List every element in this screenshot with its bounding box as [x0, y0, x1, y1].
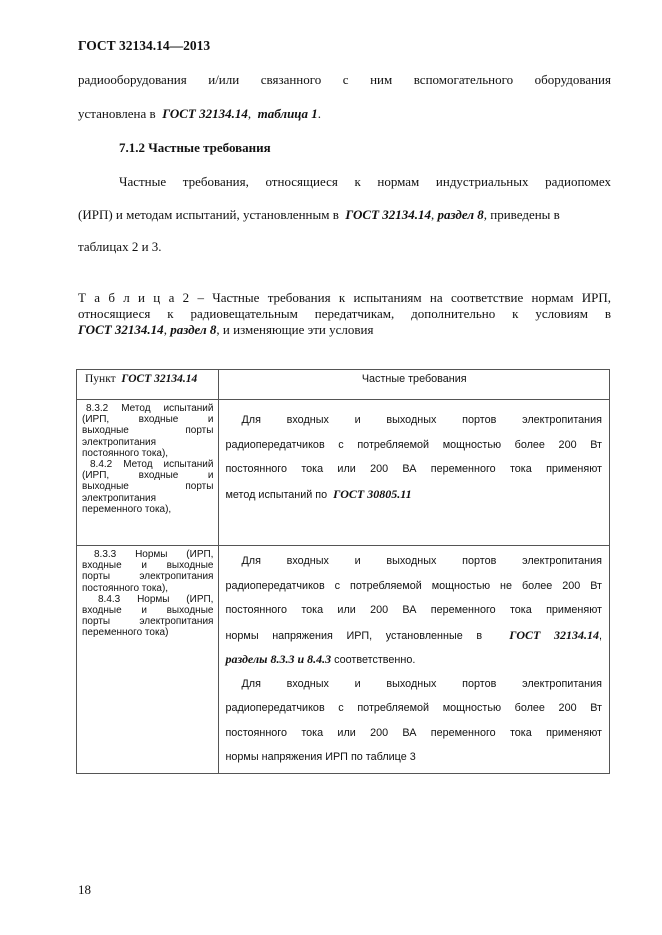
clause-line: электропитания — [82, 436, 157, 448]
para-text-end: , приведены в — [483, 207, 560, 222]
requirement-line — [225, 482, 602, 507]
separator: , — [247, 106, 252, 121]
intro-text: установлена в — [78, 106, 156, 121]
para-line-1: Частные требования, относящиеся к нормам индустриальных радиопомех — [119, 174, 611, 189]
requirement-line: Для входных и выходных портов электропитания — [241, 414, 602, 426]
separator: , — [431, 207, 435, 222]
table-row — [77, 400, 610, 546]
requirement-line: нормы напряжения ИРП по таблице 3 — [225, 751, 416, 763]
table-ref: таблица 1 — [257, 106, 318, 121]
requirement-text: нормы напряжения ИРП, установленные в — [225, 629, 483, 642]
header-clause-label: Пункт — [85, 373, 116, 385]
clause-cell — [77, 546, 219, 774]
clause-line: входные и выходные — [82, 560, 214, 572]
requirement-line: радиопередатчиков с потребляемой мощностью более 200 Вт — [225, 702, 602, 714]
section-title: 7.1.2 Частные требования — [119, 140, 271, 155]
para-text: (ИРП) и методам испытаний, установленным в — [78, 207, 339, 222]
separator: , — [599, 629, 602, 642]
requirement-text: метод испытаний по — [225, 488, 328, 501]
header-cell-clause — [77, 370, 219, 400]
clause-line: 8.3.2 Метод испытаний — [86, 403, 214, 414]
requirement-line — [225, 623, 602, 648]
requirement-cell — [219, 400, 610, 546]
caption-line-1: Т а б л и ц а 2 – Частные требования к испытаниям на соответствие нормам ИРП, — [78, 290, 611, 305]
para-line-2 — [78, 207, 560, 223]
standard-ref: ГОСТ 32134.14 — [509, 627, 599, 642]
requirement-line: радиопередатчиков с потребляемой мощностью не более 200 Вт — [225, 579, 602, 592]
requirement-line — [225, 647, 602, 672]
clause-line: (ИРП, входные и — [82, 470, 214, 482]
clause-line: переменного тока), — [82, 503, 172, 515]
standard-ref: ГОСТ 32134.14 — [78, 322, 164, 337]
caption-line-3 — [78, 322, 373, 338]
clause-line: постоянного тока), — [82, 447, 169, 459]
clause-line: электропитания — [82, 492, 157, 504]
intro-line-2 — [78, 106, 321, 122]
requirement-line: постоянного тока или 200 ВА переменного тока применяют — [225, 463, 602, 475]
caption-line-2: относящиеся к радиовещательным передатчикам, дополнительно к условиям в — [78, 306, 611, 321]
section-ref: разделы 8.3.3 и 8.4.3 — [225, 652, 332, 666]
requirement-line: радиопередатчиков с потребляемой мощностью более 200 Вт — [225, 438, 602, 451]
clause-cell — [77, 400, 219, 546]
clause-line: 8.4.3 Нормы (ИРП, — [98, 593, 214, 605]
page-number: 18 — [78, 882, 91, 897]
requirement-line: постоянного тока или 200 ВА переменного тока применяют — [225, 726, 602, 739]
clause-line: порты электропитания — [82, 616, 214, 628]
clause-line: выходные порты — [82, 425, 214, 437]
requirement-line: постоянного тока или 200 ВА переменного тока применяют — [225, 604, 602, 616]
standard-ref: ГОСТ 32134.14 — [162, 106, 248, 121]
document-header: ГОСТ 32134.14—2013 — [78, 38, 211, 53]
requirement-line: Для входных и выходных портов электропитания — [241, 677, 602, 690]
clause-line: 8.3.3 Нормы (ИРП, — [94, 549, 214, 560]
para-line-3: таблицах 2 и 3. — [78, 239, 162, 254]
table-row — [77, 546, 610, 774]
requirement-text: соответственно. — [331, 654, 416, 666]
clause-line: порты электропитания — [82, 571, 214, 583]
clause-line: 8.4.2 Метод испытаний — [90, 459, 214, 471]
section-ref: раздел 8 — [437, 207, 484, 222]
standard-ref: ГОСТ 32134.14 — [345, 207, 432, 222]
requirement-cell — [219, 546, 610, 774]
header-cell-requirements: Частные требования — [219, 370, 610, 400]
section-ref: раздел 8 — [170, 322, 217, 337]
clause-line: входные и выходные — [82, 605, 214, 617]
caption-text-end: , и изменяющие эти условия — [216, 322, 374, 337]
clause-line: выходные порты — [82, 481, 214, 493]
header-standard-ref: ГОСТ 32134.14 — [121, 373, 198, 385]
clause-line: переменного тока) — [82, 627, 169, 639]
requirement-line: Для входных и выходных портов электропитания — [241, 555, 602, 567]
intro-line-1: радиооборудования и/или связанного с ним вспомогательного оборудования — [78, 72, 611, 87]
table-header-row — [77, 370, 610, 400]
separator: , — [163, 322, 167, 337]
clause-line: (ИРП, входные и — [82, 414, 214, 426]
period: . — [317, 106, 322, 121]
standard-ref: ГОСТ 30805.11 — [333, 486, 412, 501]
clause-line: постоянного тока), — [82, 582, 169, 594]
requirements-table — [76, 369, 610, 774]
